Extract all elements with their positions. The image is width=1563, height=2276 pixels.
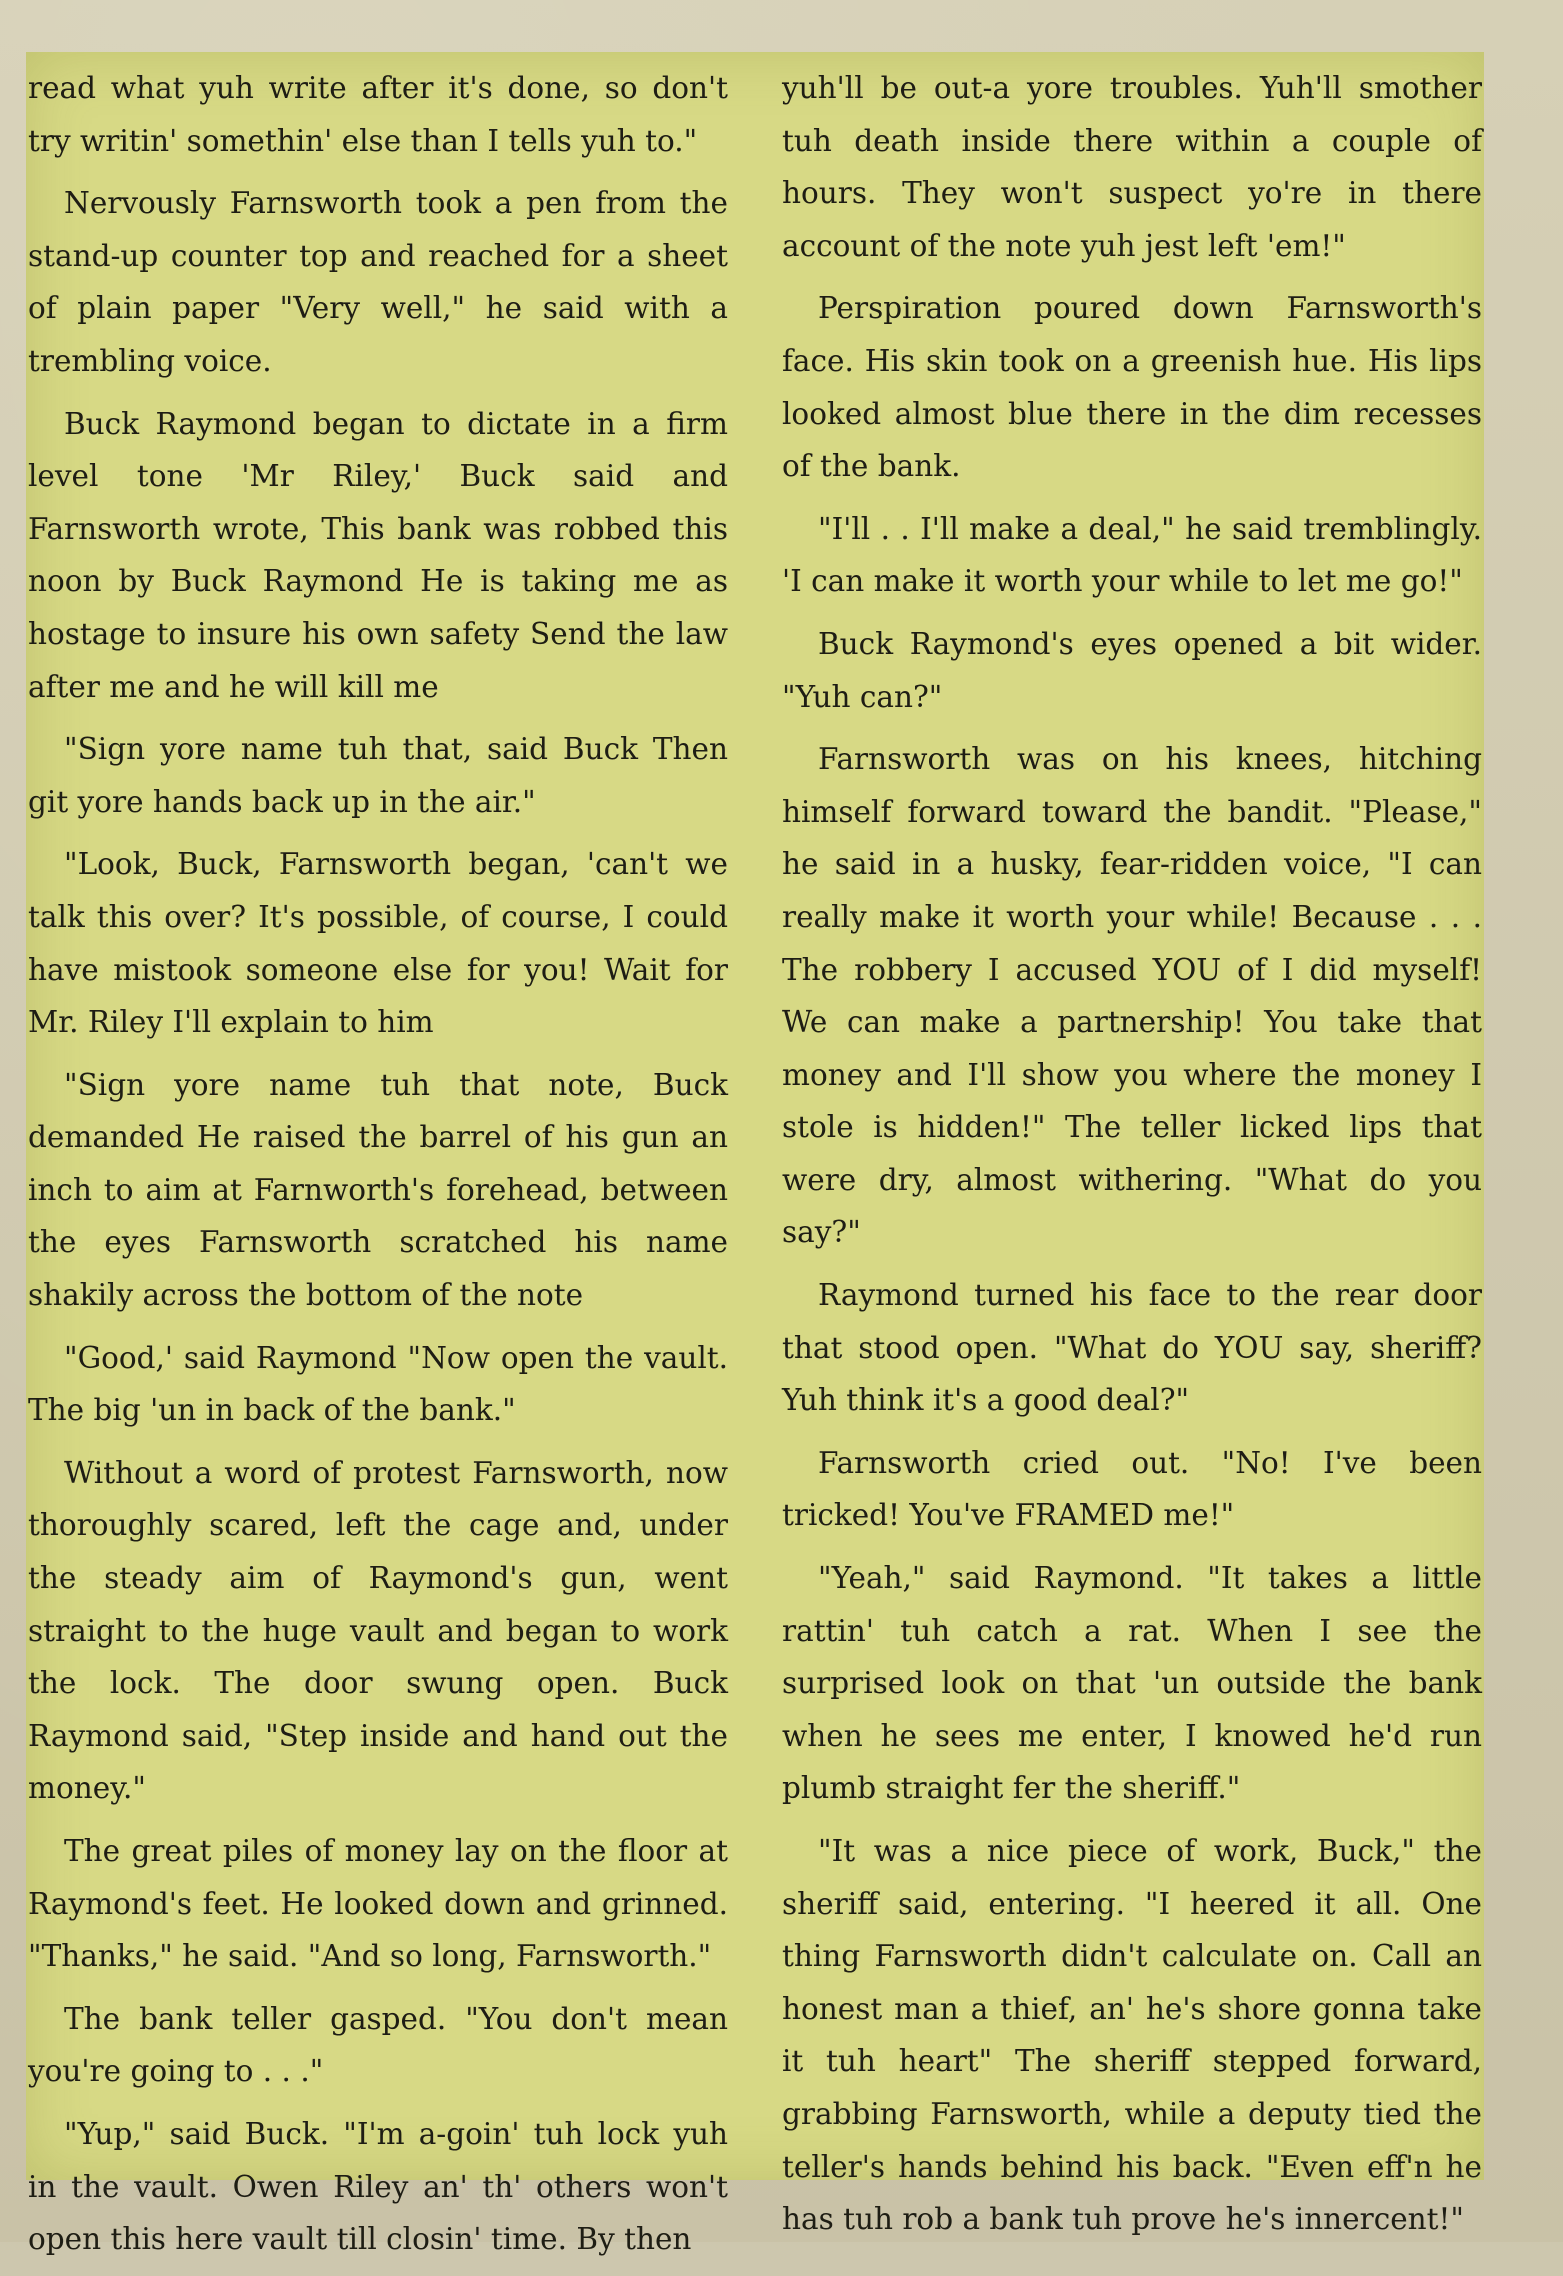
paragraph: Nervously Farnsworth took a pen from the stand-up counter top and reached for a sheet of plain paper "Very well," he said with a trembling voice. [28, 186, 728, 378]
paragraph: "Yeah," said Raymond. "It takes a little rattin' tuh catch a rat. When I see the surprised look on that 'un outside the bank when he sees me enter, I knowed he'd run plumb straight fer the sheriff." [782, 1561, 1482, 1806]
paragraph: The great piles of money lay on the floor at Raymond's feet. He looked down and grinned. "Thanks," he said. "And so long, Farnsworth." [28, 1834, 728, 1974]
paragraph: "Good,' said Raymond "Now open the vault. The big 'un in back of the bank." [28, 1340, 728, 1428]
paragraph: Perspiration poured down Farnsworth's face. His skin took on a greenish hue. His lips looked almost blue there in the dim recesses of the bank. [782, 291, 1482, 484]
paragraph: The bank teller gasped. "You don't mean you're going to . . ." [28, 2001, 728, 2089]
paragraph: Buck Raymond's eyes opened a bit wider. "Yuh can?" [782, 626, 1482, 714]
paragraph: "It was a nice piece of work, Buck," the sheriff said, entering. "I heered it all. One thing Farnsworth didn't calculate on. Call an honest man a thief, an' he's shore gonna take it tuh heart" The sheriff stepped forward, grabbing Farnsworth, while a deputy tied the teller's hands behind his back. "Even eff'n he has tuh rob a bank tuh prove he's innercent!" [782, 1834, 1482, 2237]
paragraph: read what yuh write after it's done, so don't try writin' somethin' else than I tells yuh to." [28, 71, 728, 158]
paragraph: "Sign yore name tuh that note, Buck demanded He raised the barrel of his gun an inch to aim at Farnworth's forehead, between the eyes Farnsworth scratched his name shakily across the bottom of the note [28, 1067, 728, 1313]
paragraph: Farnsworth was on his knees, hitching himself forward toward the bandit. "Please," he said in a husky, fear-ridden voice, "I can really make it worth your while! Because . . . The robbery I accused YOU of I did myself! We can make a partnership! You take that money and I'll show you where the money I stole is hidden!" The teller licked lips that were dry, almost withering. "What do you say?" [782, 742, 1482, 1250]
paragraph: Farnsworth cried out. "No! I've been tricked! You've FRAMED me!" [782, 1445, 1482, 1533]
paragraph: Without a word of protest Farnsworth, now thoroughly scared, left the cage and, under the steady aim of Raymond's gun, went straight to the huge vault and began to work the lock. The door swung open. Buck Raymond said, "Step inside and hand out the money." [28, 1455, 728, 1806]
paragraph: yuh'll be out-a yore troubles. Yuh'll smother tuh death inside there within a couple of hours. They won't suspect yo're in there account of the note yuh jest left 'em!" [782, 71, 1482, 263]
paragraph: "Yup," said Buck. "I'm a-goin' tuh lock yuh in the vault. Owen Riley an' th' others won't open this here vault till closin' time. By then [28, 2116, 728, 2257]
paragraph: "I'll . . I'll make a deal," he said tremblingly. 'I can make it worth your while to let me go!" [782, 511, 1482, 599]
left-text-column [28, 62, 728, 2276]
right-text-column [782, 62, 1482, 2256]
paragraph: "Look, Buck, Farnsworth began, 'can't we talk this over? It's possible, of course, I could have mistook someone else for you! Wait for Mr. Riley I'll explain to him [28, 847, 728, 1040]
paragraph: "Sign yore name tuh that, said Buck Then git yore hands back up in the air." [28, 732, 728, 819]
paragraph: Buck Raymond began to dictate in a firm level tone 'Mr Riley,' Buck said and Farnsworth wrote, This bank was robbed this noon by Buck Raymond He is taking me as hostage to insure his own safety Send the law after me and he will kill me [28, 406, 728, 704]
paragraph: Raymond turned his face to the rear door that stood open. "What do YOU say, sheriff? Yuh think it's a good deal?" [782, 1278, 1482, 1418]
